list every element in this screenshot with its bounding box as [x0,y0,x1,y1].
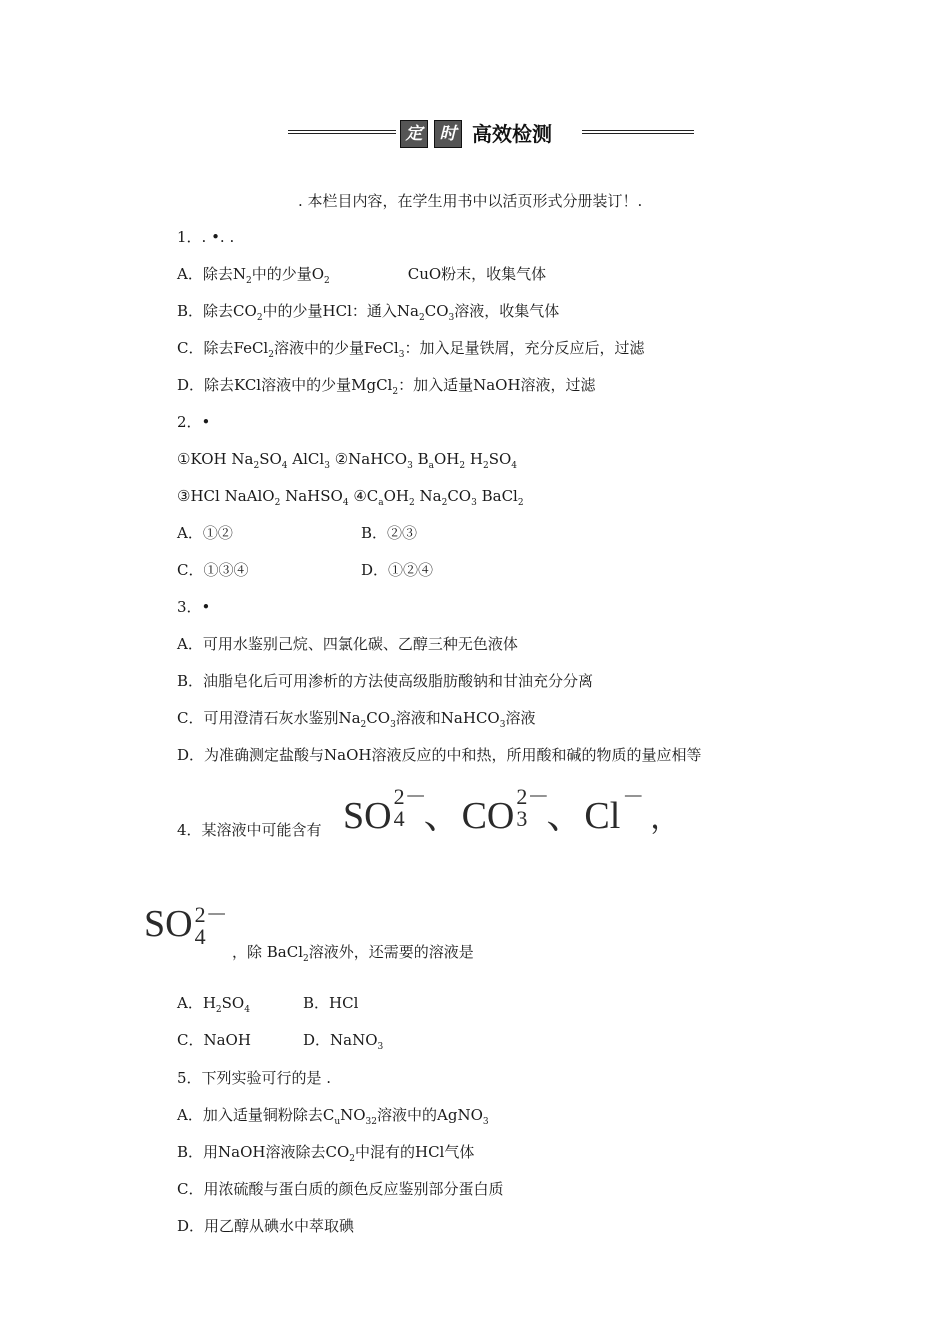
q4-stem-continued: ，除 BaCl$_2$溶液外，还需要的溶液是 [232,943,474,964]
section-header [288,118,694,152]
q2-option-a: A．①② [177,524,233,542]
q1-option-d: D．除去KCl溶液中的少量MgCl$_2$：加入适量NaOH溶液，过滤 [177,376,596,397]
q5-option-c: C．用浓硫酸与蛋白质的颜色反应鉴别部分蛋白质 [177,1180,504,1198]
q5-option-b: B．用NaOH溶液除去$CO_2$中混有的HCl气体 [177,1143,475,1164]
q4-option-a: A．$H_2SO_4$ [177,994,250,1015]
q2-option-c: C．①③④ [177,561,249,579]
q4-option-d: D．NaNO$_3$ [303,1031,384,1052]
q5-option-d: D．用乙醇从碘水中萃取碘 [177,1217,355,1235]
q4-sulfate-ion: SO 2－ 4 [144,902,228,949]
q4-option-c: C．NaOH [177,1031,251,1049]
header-title: 高效检测 [472,122,552,146]
header-box-2: 时 [434,120,462,148]
q3-option-d: D．为准确测定盐酸与NaOH溶液反应的中和热，所用酸和碱的物质的量应相等 [177,746,702,764]
q2-stem: 2．• [177,413,211,431]
q5-stem: 5．下列实验可行的是 . [177,1069,332,1087]
q3-option-b: B．油脂皂化后可用渗析的方法使高级脂肪酸钠和甘油充分分离 [177,672,594,690]
q1-option-c: C．除去FeCl$_2$溶液中的少量FeCl$_3$：加入足量铁屑，充分反应后，过滤 [177,339,645,360]
q4-ion-formula: SO 2－ 4 、CO 2－ 3 、Cl － ， [343,784,681,837]
q3-option-c: C．可用澄清石灰水鉴别$Na_2CO_3$溶液和NaHCO$_3$溶液 [177,709,536,730]
q5-option-a: A．加入适量铜粉除去$C_uNO_{32}$溶液中的AgNO$_3$ [177,1106,489,1127]
q1-option-b: B．除去$CO_2$中的少量HCl：通入$Na_2CO_3$溶液，收集气体 [177,302,560,323]
header-right-rule [582,130,694,134]
q1-stem: 1．. •. . [177,228,235,246]
q1-option-a: A．除去$N_2$中的少量$O_2$ CuO粉末，收集气体 [177,265,547,286]
q3-option-a: A．可用水鉴别己烷、四氯化碳、乙醇三种无色液体 [177,635,518,653]
q4-stem: 4．某溶液中可能含有 [177,821,322,839]
q2-group-3-4: ③HCl NaAlO$_2$ NaHSO$_4$ $④C_aOH_2$ $Na_2CO_3$ BaCl$_2$ [177,487,524,508]
q2-option-b: B．②③ [361,524,418,542]
binding-note: . 本栏目内容，在学生用书中以活页形式分册装订！. [298,192,643,210]
q2-option-d: D．①②④ [361,561,434,579]
header-box-1: 定 [400,120,428,148]
q4-option-b: B．HCl [303,994,359,1012]
header-left-rule [288,130,396,134]
q2-group-1-2: ①KOH $Na_2SO_4$ AlCl$_3$ ②NaHCO$_3$ $B_aOH_2$ $H_2SO_4$ [177,450,518,471]
q3-stem: 3．• [177,598,211,616]
